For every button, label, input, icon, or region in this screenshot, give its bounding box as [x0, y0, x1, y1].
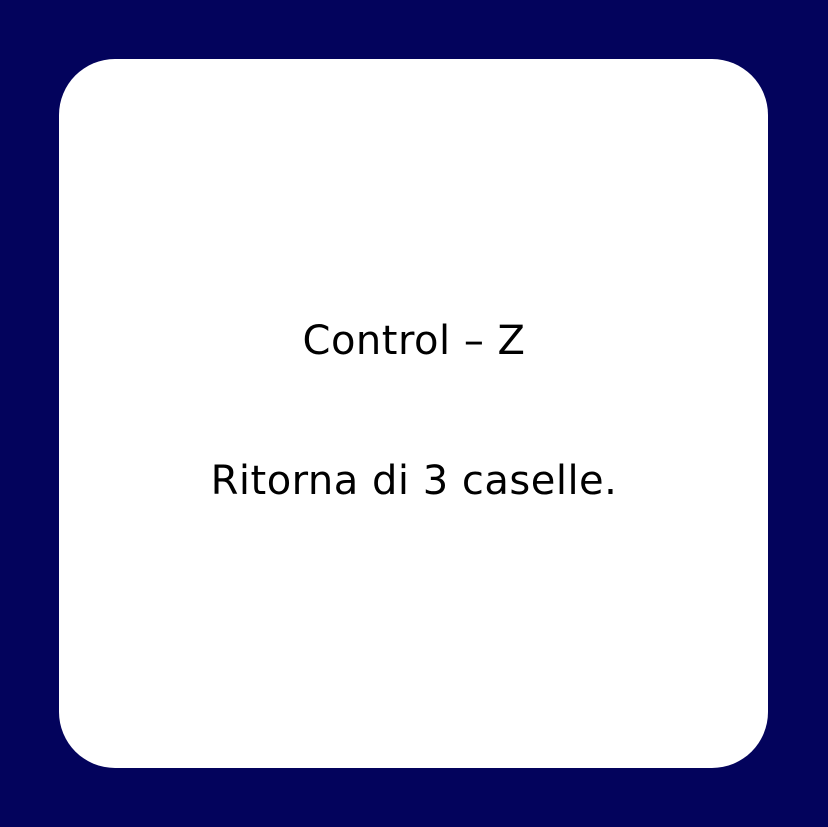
- game-card: [59, 59, 768, 768]
- card-title: Control – Z: [302, 318, 526, 364]
- card-instruction: Ritorna di 3 caselle.: [210, 458, 618, 504]
